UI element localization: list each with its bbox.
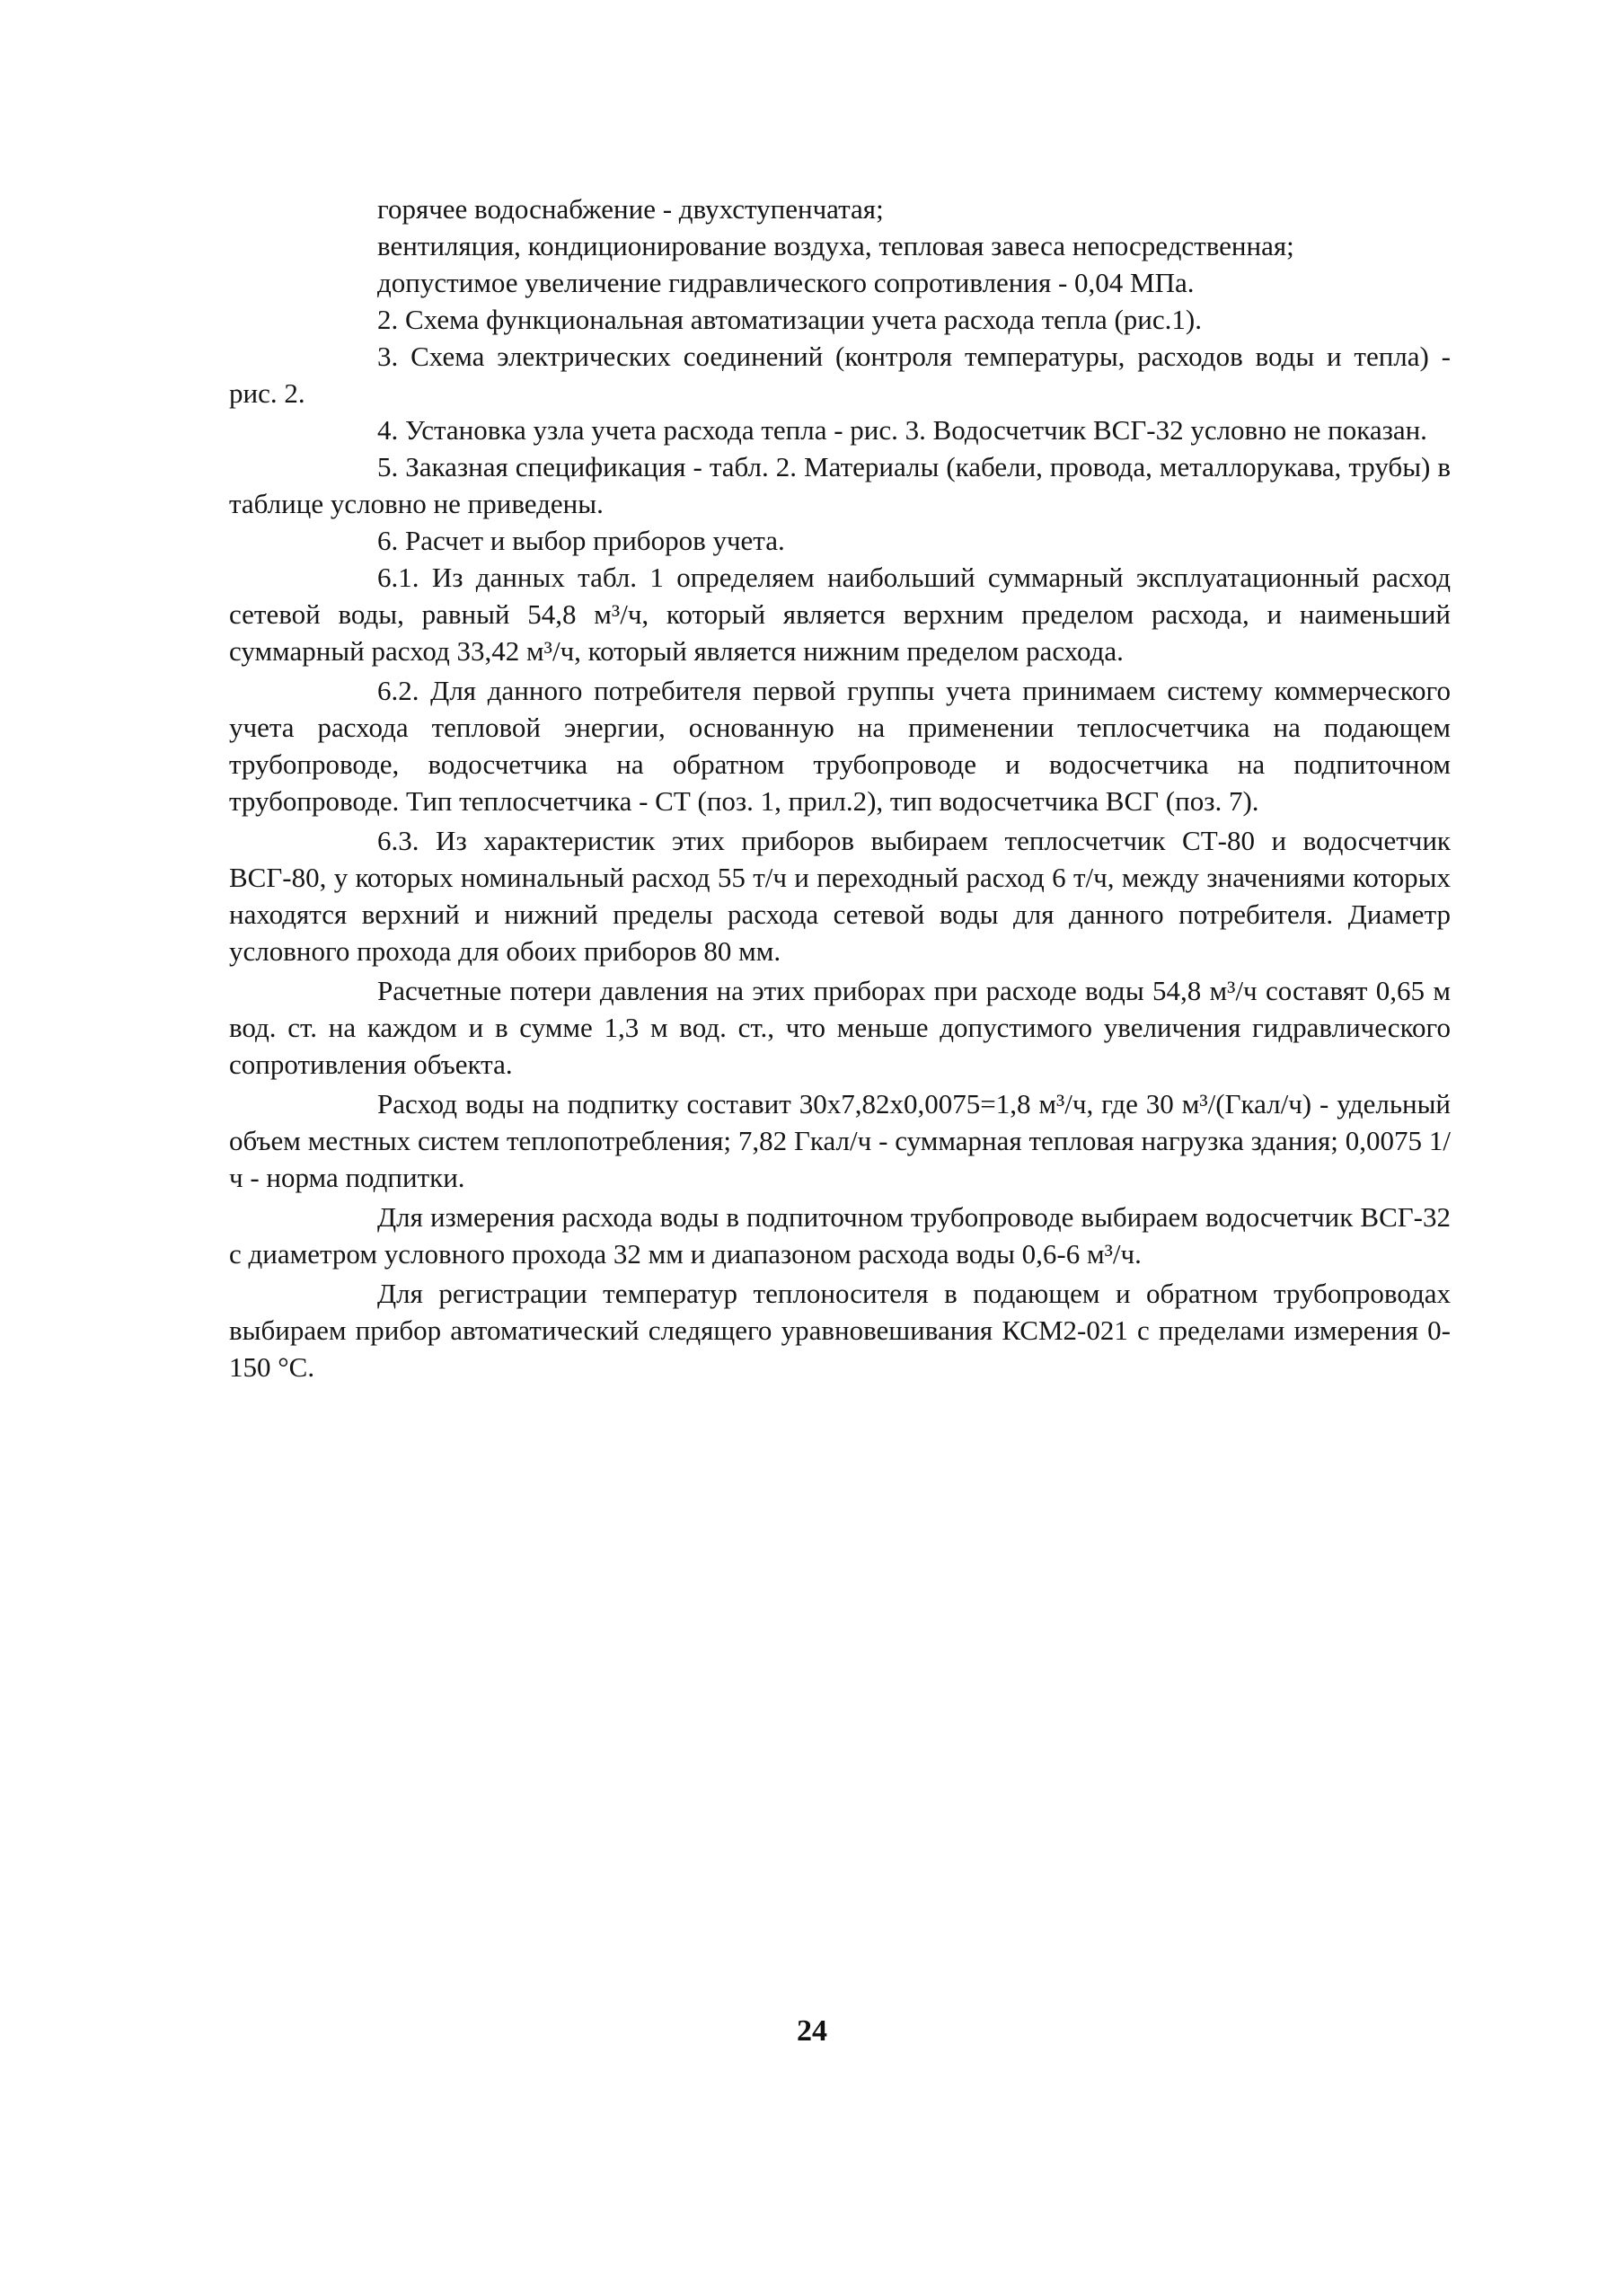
paragraph-item-6-1: 6.1. Из данных табл. 1 определяем наибольший суммарный эксплуатационный расход сетевой воды, равный 54,8 м³/ч, который является верхним пределом расхода, и наименьший суммарный расход 33,42 м³/ч, который является нижним пределом расхода.: [229, 562, 1451, 667]
paragraph-temperature-recorder: Для регистрации температур теплоносителя в подающем и обратном трубопроводах выбираем прибор автоматический следящего уравновешивания КСМ2-021 с пределами измерения 0-150 °С.: [229, 1278, 1451, 1383]
paragraph-pressure-loss: Расчетные потери давления на этих приборах при расходе воды 54,8 м³/ч составят 0,65 м вод. ст. на каждом и в сумме 1,3 м вод. ст., что меньше допустимого увеличения гидравлического сопротивления объекта.: [229, 975, 1451, 1080]
paragraph-item-2: 2. Схема функциональная автоматизации учета расхода тепла (рис.1).: [377, 304, 1202, 335]
paragraph-item-6-3: 6.3. Из характеристик этих приборов выбираем теплосчетчик СТ-80 и водосчетчик ВСГ-80, у которых номинальный расход 55 т/ч и переходный расход 6 т/ч, между значениями которых находятся верхний и нижний пределы расхода сетевой воды для данного потребителя. Диаметр условного прохода для обоих приборов 80 мм.: [229, 825, 1451, 967]
paragraph-item-6: 6. Расчет и выбор приборов учета.: [377, 525, 785, 556]
paragraph-hot-water: горячее водоснабжение - двухступенчатая;: [377, 193, 884, 225]
body-text: [229, 190, 1451, 1385]
paragraph-makeup-meter: Для измерения расхода воды в подпиточном трубопроводе выбираем водосчетчик ВСГ-32 с диаметром условного прохода 32 мм и диапазоном расхода воды 0,6-6 м³/ч.: [229, 1201, 1451, 1270]
paragraph-item-5: 5. Заказная спецификация - табл. 2. Материалы (кабели, провода, металлорукава, трубы) в таблице условно не приведены.: [229, 451, 1451, 519]
paragraph-allowed-resistance: допустимое увеличение гидравлического сопротивления - 0,04 МПа.: [377, 267, 1195, 298]
paragraph-ventilation: вентиляция, кондиционирование воздуха, тепловая завеса непосредственная;: [377, 230, 1294, 261]
paragraph-item-3: 3. Схема электрических соединений (контроля температуры, расходов воды и тепла) - рис. 2.: [229, 341, 1451, 409]
page-number: 24: [797, 2014, 827, 2048]
paragraph-item-6-2: 6.2. Для данного потребителя первой группы учета принимаем систему коммерческого учета расхода тепловой энергии, основанную на применении теплосчетчика на подающем трубопроводе, водосчетчика на обратном трубопроводе и водосчетчика на подпиточном трубопроводе. Тип теплосчетчика - СТ (поз. 1, прил.2), тип водосчетчика ВСГ (поз. 7).: [229, 675, 1451, 817]
paragraph-item-4: 4. Установка узла учета расхода тепла - рис. 3. Водосчетчик ВСГ-32 условно не показан.: [377, 414, 1427, 446]
paragraph-makeup-flow: Расход воды на подпитку составит 30х7,82х0,0075=1,8 м³/ч, где 30 м³/(Гкал/ч) - удельный объем местных систем теплопотребления; 7,82 Гкал/ч - суммарная тепловая нагрузка здания; 0,0075 1/ч - норма подпитки.: [229, 1088, 1451, 1193]
